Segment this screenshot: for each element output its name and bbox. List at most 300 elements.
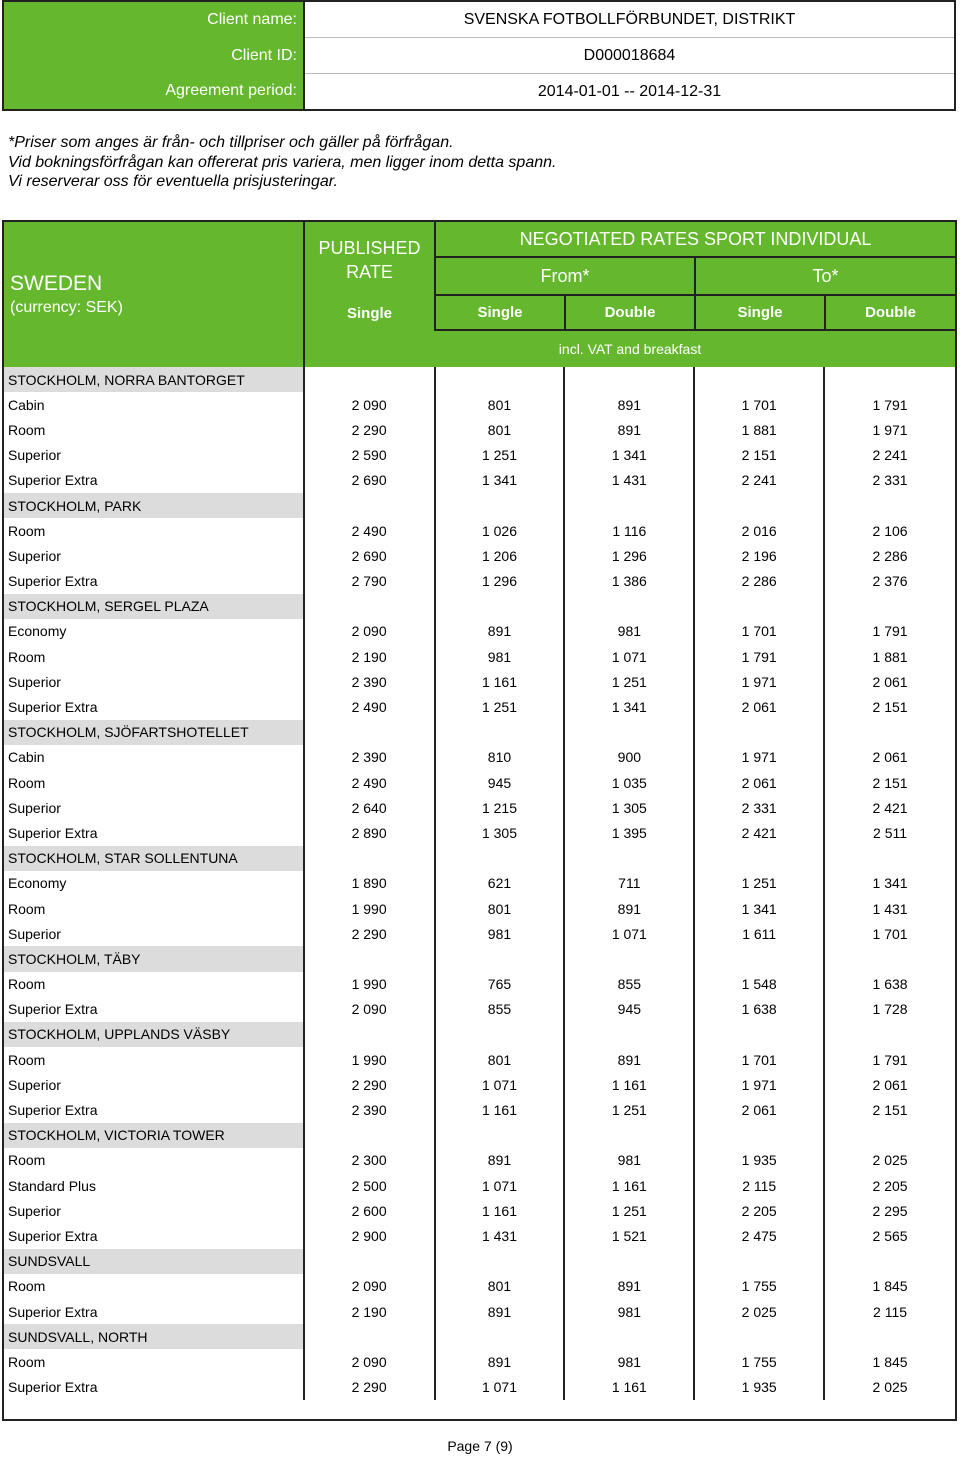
published-single-cell: 2 590 bbox=[305, 443, 436, 468]
rate-label: RATE bbox=[346, 262, 393, 282]
from-double-cell: 1 251 bbox=[565, 669, 695, 694]
hotel-section-row bbox=[4, 1123, 955, 1148]
empty-cell bbox=[305, 1022, 436, 1047]
room-type-cell: Room bbox=[4, 417, 305, 442]
empty-cell bbox=[305, 493, 436, 518]
hotel-name: SUNDSVALL, NORTH bbox=[4, 1324, 305, 1349]
from-double-cell: 981 bbox=[565, 1299, 695, 1324]
client-name-label: Client name: bbox=[207, 10, 297, 28]
to-single-cell: 2 061 bbox=[695, 770, 825, 795]
rate-table-header bbox=[4, 222, 955, 367]
room-type-cell: Room bbox=[4, 644, 305, 669]
from-single-cell: 1 215 bbox=[436, 795, 566, 820]
published-single-cell: 1 990 bbox=[305, 896, 436, 921]
table-row bbox=[4, 1097, 955, 1122]
to-single-header: Single bbox=[696, 296, 826, 331]
published-single-cell: 2 300 bbox=[305, 1148, 436, 1173]
from-single-cell: 891 bbox=[436, 1148, 566, 1173]
to-single-cell: 1 341 bbox=[695, 896, 825, 921]
hotel-section-row bbox=[4, 367, 955, 392]
room-type-cell: Superior bbox=[4, 543, 305, 568]
published-single-cell: 2 090 bbox=[305, 1349, 436, 1374]
published-single-cell: 2 090 bbox=[305, 1274, 436, 1299]
to-single-cell: 2 421 bbox=[695, 820, 825, 845]
from-single-cell: 1 071 bbox=[436, 1072, 566, 1097]
from-double-cell: 1 395 bbox=[565, 820, 695, 845]
to-double-cell: 1 341 bbox=[872, 875, 908, 892]
note-line: Vid bokningsförfrågan kan offererat pris variera, men ligger inom detta spann. bbox=[8, 153, 557, 171]
hotel-section-row bbox=[4, 846, 955, 871]
published-single-cell: 2 290 bbox=[305, 921, 436, 946]
from-single-cell: 945 bbox=[436, 770, 566, 795]
empty-cell bbox=[825, 946, 955, 971]
to-double-cell: 1 971 bbox=[872, 421, 908, 438]
published-single-cell: 2 390 bbox=[305, 669, 436, 694]
hotel-section-row bbox=[4, 594, 955, 619]
room-type-cell: Superior bbox=[4, 921, 305, 946]
empty-cell bbox=[436, 946, 566, 971]
room-type-cell: Superior Extra bbox=[4, 1375, 305, 1400]
hotel-name: STOCKHOLM, TÄBY bbox=[4, 946, 305, 971]
from-double-cell: 1 386 bbox=[565, 569, 695, 594]
empty-cell bbox=[825, 846, 955, 871]
published-single-cell: 2 600 bbox=[305, 1198, 436, 1223]
empty-cell bbox=[305, 367, 436, 392]
empty-cell bbox=[305, 1123, 436, 1148]
published-single-header: Single bbox=[346, 305, 392, 322]
hotel-name: STOCKHOLM, PARK bbox=[4, 493, 305, 518]
from-single-cell: 801 bbox=[436, 392, 566, 417]
room-type-cell: Superior Extra bbox=[4, 694, 305, 719]
empty-cell bbox=[825, 1123, 955, 1148]
from-double-cell: 981 bbox=[565, 1349, 695, 1374]
empty-cell bbox=[825, 367, 955, 392]
empty-cell bbox=[305, 1324, 436, 1349]
negotiated-rates-header: NEGOTIATED RATES SPORT INDIVIDUAL bbox=[436, 222, 955, 258]
from-single-cell: 801 bbox=[436, 896, 566, 921]
published-single-cell: 2 890 bbox=[305, 820, 436, 845]
to-double-cell: 2 151 bbox=[872, 699, 908, 716]
from-double-cell: 891 bbox=[565, 896, 695, 921]
hotel-name: STOCKHOLM, SJÖFARTSHOTELLET bbox=[4, 720, 305, 745]
empty-cell bbox=[695, 946, 825, 971]
empty-cell bbox=[305, 720, 436, 745]
from-double-cell: 891 bbox=[565, 417, 695, 442]
empty-cell bbox=[695, 1123, 825, 1148]
client-id-label: Client ID: bbox=[231, 46, 297, 64]
table-row bbox=[4, 997, 955, 1022]
from-single-cell: 1 296 bbox=[436, 569, 566, 594]
room-type-cell: Superior Extra bbox=[4, 820, 305, 845]
from-single-cell: 810 bbox=[436, 745, 566, 770]
table-row bbox=[4, 518, 955, 543]
table-row bbox=[4, 644, 955, 669]
published-single-cell: 2 790 bbox=[305, 569, 436, 594]
from-double-cell: 891 bbox=[565, 1047, 695, 1072]
from-double-cell: 1 251 bbox=[565, 1097, 695, 1122]
to-double-header: Double bbox=[826, 296, 955, 331]
table-row bbox=[4, 1223, 955, 1248]
to-double-cell: 1 845 bbox=[872, 1278, 908, 1295]
room-type-cell: Room bbox=[4, 1349, 305, 1374]
empty-cell bbox=[825, 1022, 955, 1047]
empty-cell bbox=[825, 720, 955, 745]
to-single-cell: 2 025 bbox=[695, 1299, 825, 1324]
to-double-cell: 2 106 bbox=[872, 522, 908, 539]
from-single-cell: 891 bbox=[436, 1349, 566, 1374]
from-single-cell: 1 161 bbox=[436, 1198, 566, 1223]
hotel-name: SUNDSVALL bbox=[4, 1249, 305, 1274]
to-single-cell: 2 241 bbox=[695, 468, 825, 493]
empty-cell bbox=[565, 1249, 695, 1274]
empty-cell bbox=[565, 946, 695, 971]
from-double-cell: 1 521 bbox=[565, 1223, 695, 1248]
published-single-cell: 2 690 bbox=[305, 468, 436, 493]
room-type-cell: Economy bbox=[4, 619, 305, 644]
to-single-cell: 1 791 bbox=[695, 644, 825, 669]
published-single-cell: 2 640 bbox=[305, 795, 436, 820]
hotel-section-row bbox=[4, 1249, 955, 1274]
from-single-cell: 1 161 bbox=[436, 1097, 566, 1122]
hotel-name: STOCKHOLM, UPPLANDS VÄSBY bbox=[4, 1022, 305, 1047]
currency-label: (currency: SEK) bbox=[10, 298, 123, 316]
published-single-cell: 2 090 bbox=[305, 392, 436, 417]
empty-cell bbox=[436, 594, 566, 619]
to-double-cell: 2 151 bbox=[872, 774, 908, 791]
to-single-cell: 1 638 bbox=[695, 997, 825, 1022]
from-single-header: Single bbox=[436, 296, 566, 331]
to-single-cell: 1 971 bbox=[695, 669, 825, 694]
table-row bbox=[4, 694, 955, 719]
empty-cell bbox=[565, 493, 695, 518]
from-single-cell: 1 026 bbox=[436, 518, 566, 543]
to-double-cell: 2 151 bbox=[872, 1102, 908, 1119]
table-row bbox=[4, 468, 955, 493]
to-single-cell: 1 935 bbox=[695, 1148, 825, 1173]
room-type-cell: Room bbox=[4, 518, 305, 543]
table-row bbox=[4, 1375, 955, 1400]
to-double-cell: 1 638 bbox=[872, 976, 908, 993]
from-double-cell: 1 305 bbox=[565, 795, 695, 820]
vat-note: incl. VAT and breakfast bbox=[305, 331, 955, 367]
table-row bbox=[4, 1047, 955, 1072]
empty-cell bbox=[695, 594, 825, 619]
table-row bbox=[4, 543, 955, 568]
to-single-cell: 1 548 bbox=[695, 972, 825, 997]
room-type-cell: Room bbox=[4, 1148, 305, 1173]
to-single-cell: 1 701 bbox=[695, 392, 825, 417]
empty-cell bbox=[695, 846, 825, 871]
from-double-cell: 1 161 bbox=[565, 1375, 695, 1400]
empty-cell bbox=[565, 1022, 695, 1047]
to-double-cell: 2 295 bbox=[872, 1202, 908, 1219]
room-type-cell: Superior bbox=[4, 1072, 305, 1097]
agreement-period-label: Agreement period: bbox=[165, 82, 297, 100]
room-type-cell: Superior Extra bbox=[4, 1097, 305, 1122]
table-row bbox=[4, 417, 955, 442]
country-header bbox=[4, 222, 305, 367]
to-double-cell: 2 025 bbox=[872, 1152, 908, 1169]
to-double-cell: 2 061 bbox=[872, 673, 908, 690]
country-name: SWEDEN bbox=[10, 271, 103, 295]
from-double-cell: 1 341 bbox=[565, 443, 695, 468]
from-single-cell: 801 bbox=[436, 417, 566, 442]
published-single-cell: 2 290 bbox=[305, 1072, 436, 1097]
to-single-cell: 1 971 bbox=[695, 745, 825, 770]
to-single-cell: 2 196 bbox=[695, 543, 825, 568]
empty-cell bbox=[305, 1249, 436, 1274]
from-double-cell: 981 bbox=[565, 619, 695, 644]
from-double-cell: 1 431 bbox=[565, 468, 695, 493]
room-type-cell: Superior Extra bbox=[4, 1223, 305, 1248]
room-type-cell: Superior bbox=[4, 443, 305, 468]
empty-cell bbox=[436, 1123, 566, 1148]
table-row bbox=[4, 770, 955, 795]
to-single-cell: 1 251 bbox=[695, 871, 825, 896]
empty-cell bbox=[695, 367, 825, 392]
from-single-cell: 855 bbox=[436, 997, 566, 1022]
room-type-cell: Cabin bbox=[4, 745, 305, 770]
empty-cell bbox=[565, 1123, 695, 1148]
table-row bbox=[4, 1072, 955, 1097]
from-header: From* bbox=[436, 258, 696, 296]
room-type-cell: Economy bbox=[4, 871, 305, 896]
from-double-cell: 891 bbox=[565, 392, 695, 417]
room-type-cell: Cabin bbox=[4, 392, 305, 417]
to-double-cell: 1 431 bbox=[872, 900, 908, 917]
from-double-cell: 1 341 bbox=[565, 694, 695, 719]
to-double-cell: 2 376 bbox=[872, 573, 908, 590]
from-double-cell: 1 071 bbox=[565, 644, 695, 669]
published-single-cell: 1 990 bbox=[305, 972, 436, 997]
empty-cell bbox=[305, 946, 436, 971]
empty-cell bbox=[565, 1324, 695, 1349]
to-single-cell: 1 701 bbox=[695, 619, 825, 644]
to-double-cell: 2 331 bbox=[872, 472, 908, 489]
from-single-cell: 621 bbox=[436, 871, 566, 896]
from-double-cell: 855 bbox=[565, 972, 695, 997]
hotel-name: STOCKHOLM, NORRA BANTORGET bbox=[4, 367, 305, 392]
to-double-cell: 2 061 bbox=[872, 749, 908, 766]
table-row bbox=[4, 972, 955, 997]
hotel-name: STOCKHOLM, VICTORIA TOWER bbox=[4, 1123, 305, 1148]
empty-cell bbox=[436, 1249, 566, 1274]
empty-cell bbox=[695, 1324, 825, 1349]
empty-cell bbox=[825, 1249, 955, 1274]
to-double-cell: 1 791 bbox=[872, 1051, 908, 1068]
table-row bbox=[4, 1148, 955, 1173]
table-row bbox=[4, 1349, 955, 1374]
from-double-cell: 1 161 bbox=[565, 1173, 695, 1198]
table-row bbox=[4, 569, 955, 594]
published-single-cell: 2 190 bbox=[305, 1299, 436, 1324]
to-single-cell: 2 205 bbox=[695, 1198, 825, 1223]
to-single-cell: 1 755 bbox=[695, 1274, 825, 1299]
published-single-cell: 2 290 bbox=[305, 1375, 436, 1400]
room-type-cell: Superior Extra bbox=[4, 569, 305, 594]
to-single-cell: 2 061 bbox=[695, 694, 825, 719]
published-single-cell: 2 900 bbox=[305, 1223, 436, 1248]
table-row bbox=[4, 1274, 955, 1299]
empty-cell bbox=[825, 1324, 955, 1349]
published-single-cell: 2 190 bbox=[305, 644, 436, 669]
published-single-cell: 2 090 bbox=[305, 997, 436, 1022]
to-header: To* bbox=[696, 258, 955, 296]
from-double-cell: 1 161 bbox=[565, 1072, 695, 1097]
room-type-cell: Superior Extra bbox=[4, 468, 305, 493]
from-single-cell: 981 bbox=[436, 644, 566, 669]
table-row bbox=[4, 1173, 955, 1198]
client-info-box bbox=[2, 0, 956, 111]
room-type-cell: Room bbox=[4, 770, 305, 795]
published-single-cell: 2 290 bbox=[305, 417, 436, 442]
to-double-cell: 1 881 bbox=[872, 648, 908, 665]
from-single-cell: 1 251 bbox=[436, 694, 566, 719]
from-single-cell: 1 161 bbox=[436, 669, 566, 694]
from-single-cell: 801 bbox=[436, 1274, 566, 1299]
published-single-cell: 2 390 bbox=[305, 1097, 436, 1122]
room-type-cell: Superior bbox=[4, 669, 305, 694]
empty-cell bbox=[436, 1022, 566, 1047]
table-row bbox=[4, 619, 955, 644]
from-double-cell: 891 bbox=[565, 1274, 695, 1299]
published-single-cell: 2 500 bbox=[305, 1173, 436, 1198]
published-label: PUBLISHED bbox=[318, 238, 421, 258]
to-single-cell: 1 755 bbox=[695, 1349, 825, 1374]
from-double-cell: 1 251 bbox=[565, 1198, 695, 1223]
published-single-cell: 2 690 bbox=[305, 543, 436, 568]
from-single-cell: 981 bbox=[436, 921, 566, 946]
table-row bbox=[4, 443, 955, 468]
table-row bbox=[4, 871, 955, 896]
empty-cell bbox=[436, 720, 566, 745]
to-single-cell: 2 061 bbox=[695, 1097, 825, 1122]
empty-cell bbox=[305, 594, 436, 619]
from-single-cell: 1 071 bbox=[436, 1375, 566, 1400]
published-single-cell: 2 490 bbox=[305, 770, 436, 795]
table-row bbox=[4, 1299, 955, 1324]
from-single-cell: 1 431 bbox=[436, 1223, 566, 1248]
agreement-period-value: 2014-01-01 -- 2014-12-31 bbox=[537, 82, 722, 100]
from-single-cell: 891 bbox=[436, 619, 566, 644]
to-double-cell: 2 286 bbox=[872, 547, 908, 564]
room-type-cell: Room bbox=[4, 972, 305, 997]
to-double-cell: 2 205 bbox=[872, 1177, 908, 1194]
table-row bbox=[4, 745, 955, 770]
empty-cell bbox=[436, 367, 566, 392]
hotel-section-row bbox=[4, 946, 955, 971]
client-labels bbox=[4, 2, 305, 109]
note-line: *Priser som anges är från- och tillpriser och gäller på förfrågan. bbox=[8, 134, 454, 151]
empty-cell bbox=[825, 493, 955, 518]
to-single-cell: 1 611 bbox=[695, 921, 825, 946]
to-double-cell: 1 791 bbox=[872, 396, 908, 413]
published-single-cell: 2 390 bbox=[305, 745, 436, 770]
table-row bbox=[4, 392, 955, 417]
hotel-section-row bbox=[4, 1324, 955, 1349]
client-name-value: SVENSKA FOTBOLLFÖRBUNDET, DISTRIKT bbox=[305, 2, 954, 38]
to-single-cell: 1 935 bbox=[695, 1375, 825, 1400]
empty-cell bbox=[565, 367, 695, 392]
to-double-cell: 2 061 bbox=[872, 1076, 908, 1093]
published-single-cell: 2 090 bbox=[305, 619, 436, 644]
hotel-section-row bbox=[4, 720, 955, 745]
to-double-cell: 2 115 bbox=[873, 1303, 908, 1320]
to-single-cell: 1 971 bbox=[695, 1072, 825, 1097]
empty-cell bbox=[565, 846, 695, 871]
empty-cell bbox=[695, 1022, 825, 1047]
to-double-cell: 2 025 bbox=[872, 1379, 908, 1396]
published-single-cell: 1 890 bbox=[305, 871, 436, 896]
from-single-cell: 1 071 bbox=[436, 1173, 566, 1198]
from-double-cell: 1 071 bbox=[565, 921, 695, 946]
published-single-cell: 1 990 bbox=[305, 1047, 436, 1072]
table-row bbox=[4, 921, 955, 946]
from-double-cell: 711 bbox=[565, 871, 695, 896]
empty-cell bbox=[695, 493, 825, 518]
table-row bbox=[4, 896, 955, 921]
room-type-cell: Superior bbox=[4, 1198, 305, 1223]
room-type-cell: Superior bbox=[4, 795, 305, 820]
price-notes bbox=[8, 133, 556, 192]
empty-cell bbox=[436, 846, 566, 871]
to-single-cell: 1 701 bbox=[695, 1047, 825, 1072]
to-double-cell: 1 791 bbox=[872, 623, 908, 640]
empty-cell bbox=[695, 720, 825, 745]
empty-cell bbox=[436, 493, 566, 518]
from-single-cell: 1 305 bbox=[436, 820, 566, 845]
to-double-cell: 1 845 bbox=[872, 1353, 908, 1370]
empty-cell bbox=[565, 594, 695, 619]
to-single-cell: 2 016 bbox=[695, 518, 825, 543]
from-single-cell: 801 bbox=[436, 1047, 566, 1072]
from-double-cell: 945 bbox=[565, 997, 695, 1022]
note-line: Vi reserverar oss för eventuella prisjusteringar. bbox=[8, 173, 338, 190]
table-row bbox=[4, 669, 955, 694]
hotel-name: STOCKHOLM, SERGEL PLAZA bbox=[4, 594, 305, 619]
from-double-cell: 981 bbox=[565, 1148, 695, 1173]
from-double-cell: 1 035 bbox=[565, 770, 695, 795]
room-type-cell: Room bbox=[4, 896, 305, 921]
room-type-cell: Room bbox=[4, 1274, 305, 1299]
to-single-cell: 2 115 bbox=[695, 1173, 825, 1198]
room-type-cell: Room bbox=[4, 1047, 305, 1072]
empty-cell bbox=[825, 594, 955, 619]
empty-cell bbox=[565, 720, 695, 745]
empty-cell bbox=[436, 1324, 566, 1349]
to-single-cell: 2 151 bbox=[695, 443, 825, 468]
to-double-cell: 1 701 bbox=[872, 925, 908, 942]
from-single-cell: 1 206 bbox=[436, 543, 566, 568]
room-type-cell: Standard Plus bbox=[4, 1173, 305, 1198]
from-single-cell: 891 bbox=[436, 1299, 566, 1324]
hotel-name: STOCKHOLM, STAR SOLLENTUNA bbox=[4, 846, 305, 871]
table-row bbox=[4, 820, 955, 845]
table-row bbox=[4, 795, 955, 820]
to-double-cell: 2 241 bbox=[872, 447, 908, 464]
empty-cell bbox=[305, 846, 436, 871]
to-double-cell: 2 511 bbox=[873, 824, 908, 841]
to-double-cell: 1 728 bbox=[872, 1001, 908, 1018]
table-row bbox=[4, 1198, 955, 1223]
hotel-section-row bbox=[4, 493, 955, 518]
client-id-value: D000018684 bbox=[305, 38, 954, 74]
from-double-header: Double bbox=[566, 296, 696, 331]
to-single-cell: 2 475 bbox=[695, 1223, 825, 1248]
published-single-cell: 2 490 bbox=[305, 694, 436, 719]
room-type-cell: Superior Extra bbox=[4, 1299, 305, 1324]
from-double-cell: 1 116 bbox=[565, 518, 695, 543]
